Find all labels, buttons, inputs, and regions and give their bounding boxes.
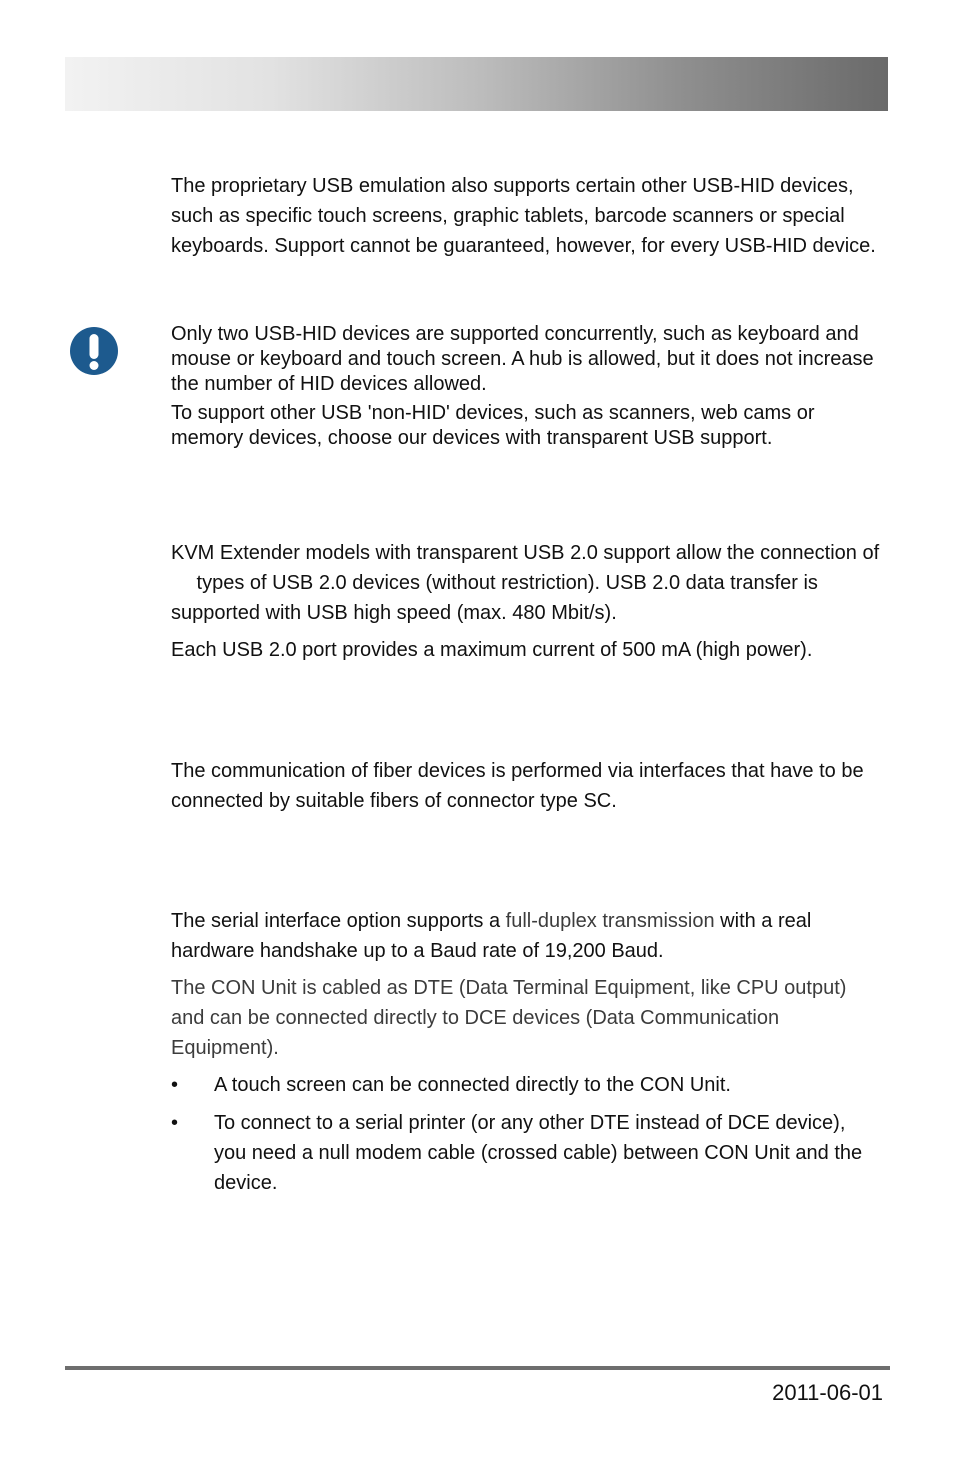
header-bar (65, 57, 888, 111)
list-item-text: To connect to a serial printer (or any other DTE instead of DCE device), you need a null modem cable (crossed cable) between CON Unit and the device. (214, 1112, 863, 1194)
serial-highlight: full-duplex transmission (505, 910, 715, 932)
list-item (171, 1108, 881, 1198)
notice-text-2: To support other USB 'non-HID' devices, such as scanners, web cams or memory devices, choose our devices with transparent USB support. (171, 402, 815, 449)
usb20-text-end: types of USB 2.0 devices (without restriction). USB 2.0 data transfer is supported with USB high speed (max. 480 Mbit/s). (171, 572, 818, 624)
list-item-text: A touch screen can be connected directly to the CON Unit. (214, 1074, 731, 1096)
exclamation-icon (70, 327, 118, 375)
serial-dte-paragraph: The CON Unit is cabled as DTE (Data Terminal Equipment, like CPU output) and can be connected directly to DCE devices (Data Communication Equipment). (171, 977, 847, 1059)
intro-paragraph: The proprietary USB emulation also supports certain other USB-HID devices, such as specific touch screens, graphic tablets, barcode scanners or special keyboards. Support cannot be guaranteed, however, for every USB-HID device. (171, 175, 876, 257)
usb20-text-start: KVM Extender models with transparent USB 2.0 support allow the connection of (171, 542, 880, 564)
footer-divider (65, 1366, 890, 1370)
serial-paragraph (171, 906, 881, 966)
notice-text-1: Only two USB-HID devices are supported concurrently, such as keyboard and mouse or keyboard and touch screen. A hub is allowed, but it does not increase the number of HID devices allowed. (171, 323, 874, 395)
fiber-paragraph: The communication of fiber devices is performed via interfaces that have to be connected by suitable fibers of connector type SC. (171, 760, 864, 812)
bullet-icon: • (171, 1112, 179, 1134)
serial-text-start: The serial interface option supports a (171, 910, 506, 932)
usb20-power-paragraph: Each USB 2.0 port provides a maximum current of 500 mA (high power). (171, 639, 813, 661)
serial-text-end: with a real hardware handshake up to a Baud rate of 19,200 Baud. (171, 910, 812, 962)
list-item (171, 1070, 881, 1100)
bullet-icon: • (171, 1074, 179, 1096)
usb20-paragraph (171, 538, 881, 628)
footer-date: 2011-06-01 (772, 1380, 883, 1405)
